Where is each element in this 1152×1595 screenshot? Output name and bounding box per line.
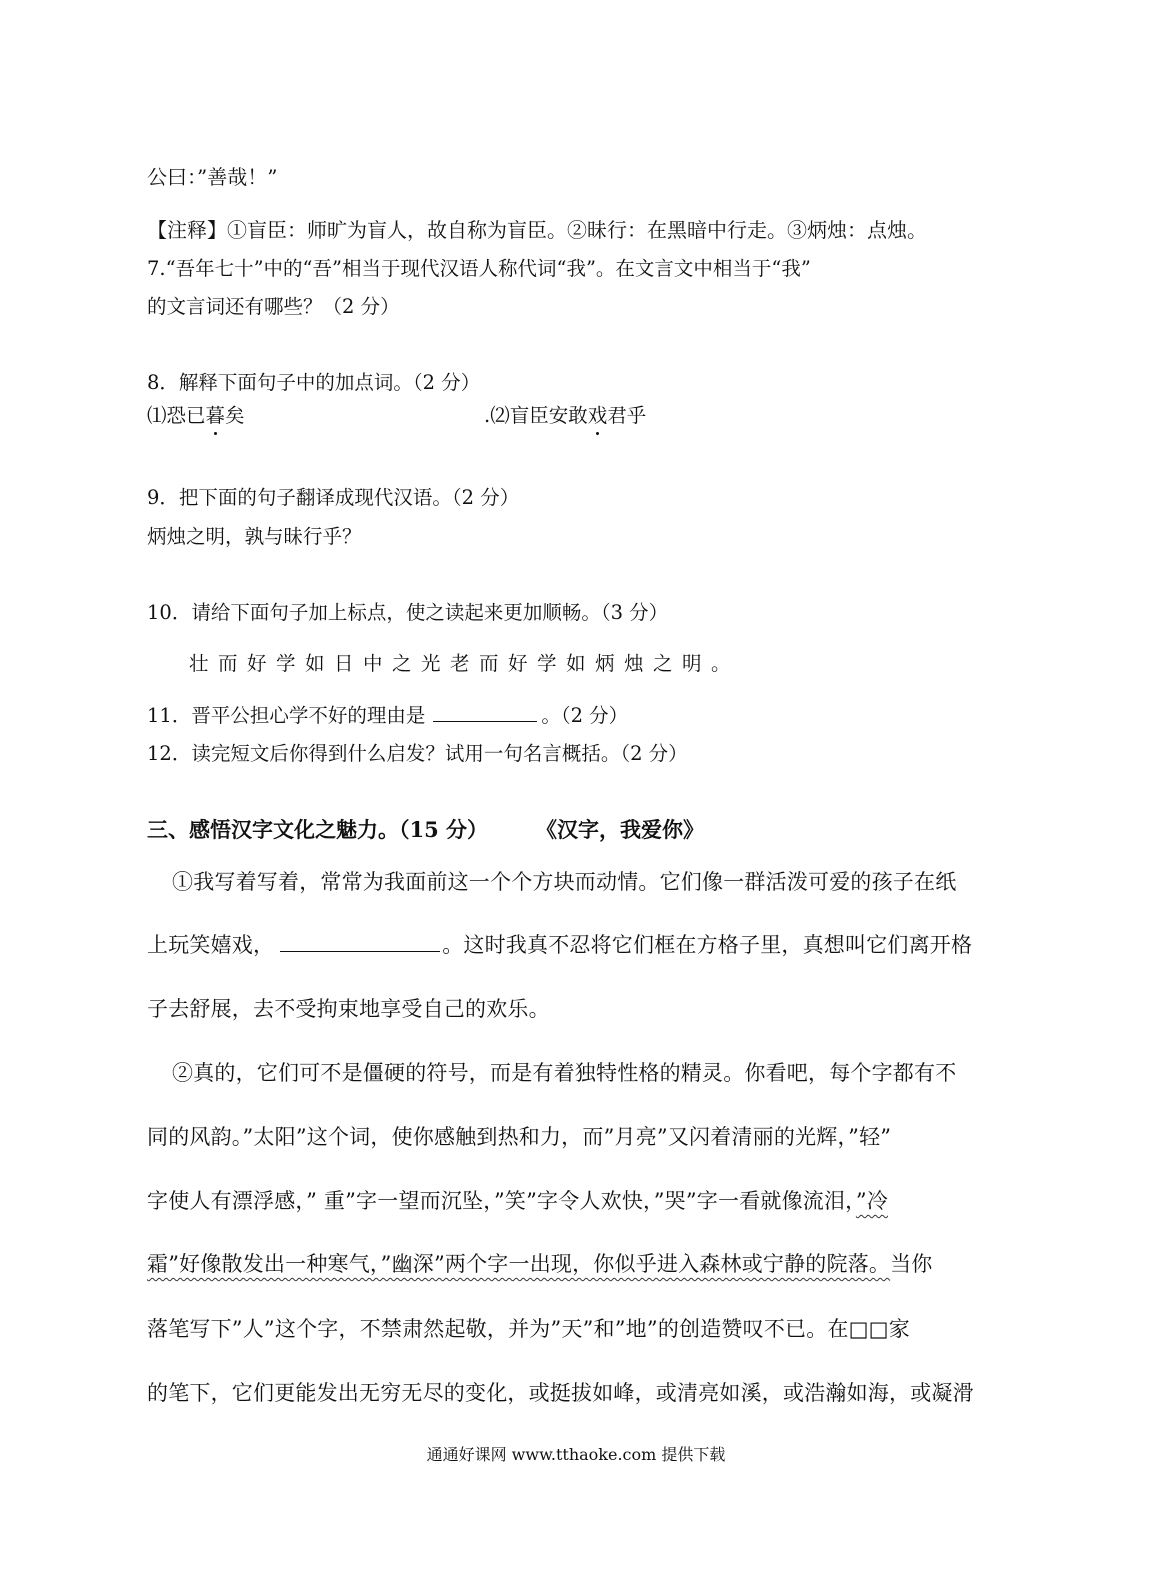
question-9-sentence: 炳烛之明，孰与昧行乎？ [147,525,362,548]
q11-answer-blank[interactable] [433,721,537,722]
passage-notes: 【注释】①盲臣：师旷为盲人，故自称为盲臣。②昧行：在黑暗中行走。③炳烛：点烛。 [147,218,927,242]
q8-item1-pre: ⑴恐已 [147,404,206,427]
paragraph-2-line-4 [147,1251,933,1277]
section-3-heading: 三、感悟汉字文化之魅力。（15 分） [147,817,489,842]
question-8-item-2 [484,403,646,429]
q11-prompt-post: 。（2 分） [541,704,629,727]
paragraph-1-line-2 [147,932,972,958]
question-9-prompt: 9．把下面的句子翻译成现代汉语。（2 分） [147,486,520,509]
q8-item1-post: 矣 [225,404,245,427]
q8-item2-post: 君乎 [607,404,647,427]
q8-item2-dotted-word: 戏 [587,404,608,427]
question-11-prompt [147,703,628,729]
question-10-prompt: 10．请给下面句子加上标点，使之读起来更加顺畅。（3 分） [147,601,669,624]
q8-item1-dotted-word: 暮 [205,404,226,427]
paragraph-2-line-5: 落笔写下”人”这个字，不禁肃然起敬，并为”天”和”地”的创造赞叹不已。在□□家 [147,1317,910,1341]
p2-line4-wavy: 霜”好像散发出一种寒气，”幽深”两个字一出现，你似乎进入森林或宁静的院落。 [147,1252,891,1276]
section-3-title [147,817,704,843]
paragraph-1-line-3: 子去舒展，去不受拘束地享受自己的欢乐。 [147,997,550,1021]
q11-prompt-pre: 11．晋平公担心学不好的理由是 [147,704,426,727]
question-10-sentence: 壮而好学如日中之光老而好学如炳烛之明。 [189,652,741,675]
p1-line2-pre: 上玩笑嬉戏， [147,933,275,957]
paragraph-1-fill-blank[interactable] [280,951,440,952]
paragraph-2-line-3 [147,1188,888,1214]
paragraph-1-line-1: ①我写着写着，常常为我面前这一个个方块而动情。它们像一群活泼可爱的孩子在纸 [172,870,957,894]
q8-item2-pre: .⑵盲臣安敢 [484,404,588,427]
question-7-line-1: 7.“吾年七十”中的“吾”相当于现代汉语人称代词“我”。在文言文中相当于“我” [147,257,811,280]
p2-line4-post: 当你 [890,1252,933,1276]
question-8-item-1 [147,403,245,429]
p2-line3-wavy: ”冷 [855,1189,889,1213]
page-footer: 通通好课网 www.tthaoke.com 提供下载 [426,1445,726,1464]
question-8-prompt: 8．解释下面句子中的加点词。（2 分） [147,371,481,394]
question-7-line-2: 的文言词还有哪些？（2 分） [147,295,400,318]
paragraph-2-line-1: ②真的，它们可不是僵硬的符号，而是有着独特性格的精灵。你看吧，每个字都有不 [172,1061,957,1085]
p2-line3-pre: 字使人有漂浮感，” 重”字一望而沉坠，”笑”字令人欢快，”哭”字一看就像流泪， [147,1189,856,1213]
paragraph-2-line-6: 的笔下，它们更能发出无穷无尽的变化，或挺拔如峰，或清亮如溪，或浩瀚如海，或凝滑 [147,1381,974,1405]
passage-quote-line: 公曰：”善哉！” [147,165,278,189]
article-title: 《汉字，我爱你》 [536,817,705,842]
paragraph-2-line-2: 同的风韵。”太阳”这个词，使你感触到热和力，而”月亮”又闪着清丽的光辉，”轻” [147,1125,892,1149]
p1-line2-post: 。这时我真不忍将它们框在方格子里，真想叫它们离开格 [442,933,973,957]
question-12-prompt: 12．读完短文后你得到什么启发？试用一句名言概括。（2 分） [147,742,688,765]
